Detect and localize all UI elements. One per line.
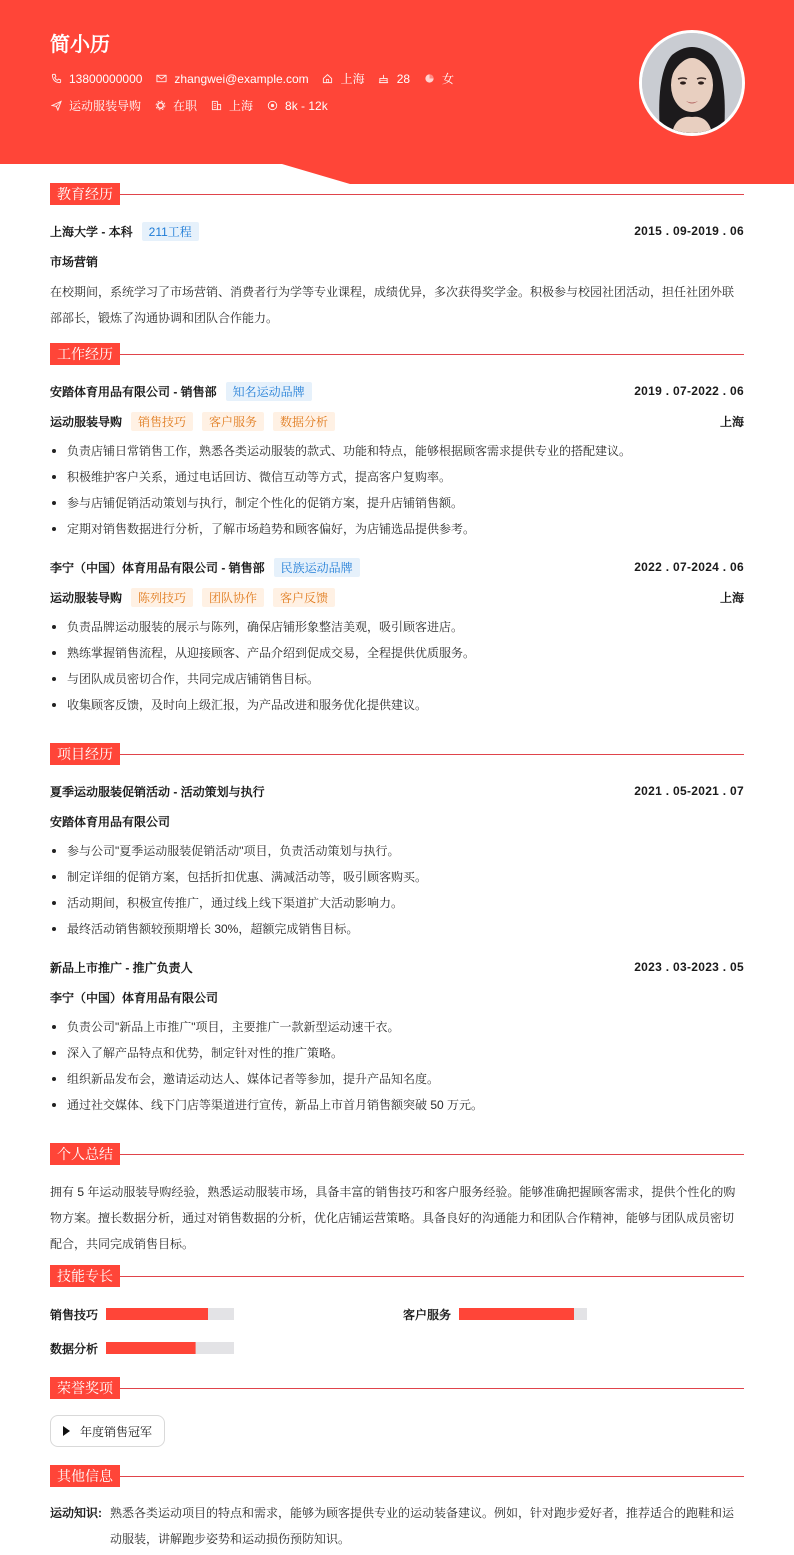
project-title: 新品上市推广 - 推广负责人 [50,960,193,975]
list-item: 积极维护客户关系，通过电话回访、微信互动等方式，提高客户复购率。 [50,464,744,490]
target-position-item: 运动服装导购 [50,97,141,114]
section-divider [120,1476,744,1477]
candidate-name: 简小历 [50,34,110,56]
phone-item: 13800000000 [50,72,142,86]
avatar [639,30,745,136]
skill-tag: 数据分析 [273,412,335,431]
award-item[interactable] [50,1415,165,1447]
section-education-header [50,183,744,205]
work-entry-header [50,558,744,576]
company-tag: 知名运动品牌 [226,382,312,401]
work-date: 2022 . 07-2024 . 06 [634,560,744,574]
list-item: 负责公司"新品上市推广"项目，主要推广一款新型运动速干衣。 [50,1014,744,1040]
cake-icon [378,73,390,85]
section-title: 项目经历 [50,743,120,765]
work-date: 2019 . 07-2022 . 06 [634,384,744,398]
other-info-key: 运动知识: [50,1506,102,1520]
gender-icon [423,73,435,85]
section-summary-header [50,1143,744,1165]
work-bullets [50,438,744,542]
list-item: 深入了解产品特点和优势，制定针对性的推广策略。 [50,1040,744,1066]
award-name: 年度销售冠军 [80,1424,153,1439]
skill-name: 数据分析 [50,1341,99,1356]
project-company-row [50,988,744,1006]
major: 市场营销 [50,254,99,269]
education-date: 2015 . 09-2019 . 06 [634,224,744,238]
skill-bar-fill [106,1308,208,1320]
section-other-header [50,1465,744,1487]
list-item: 组织新品发布会，邀请运动达人、媒体记者等参加，提升产品知名度。 [50,1066,744,1092]
position: 运动服装导购 [50,414,123,429]
education-entry-header [50,222,744,240]
job-status-item: 在职 [154,97,197,114]
skill-tag: 客户服务 [202,412,264,431]
section-divider [120,354,744,355]
email-item: zhangwei@example.com [155,72,308,86]
mail-icon [155,73,167,85]
section-skills-header [50,1265,744,1287]
section-divider [120,1154,744,1155]
skill-name: 销售技巧 [50,1307,99,1322]
section-projects-header [50,743,744,765]
section-awards-header [50,1377,744,1399]
section-title: 技能专长 [50,1265,120,1287]
skill-bar [106,1342,234,1354]
section-title: 荣誉奖项 [50,1377,120,1399]
contact-info-row [50,70,467,87]
list-item: 参与店铺促销活动策划与执行，制定个性化的促销方案，提升店铺销售额。 [50,490,744,516]
school-tag: 211工程 [142,222,199,241]
salary-icon [266,100,278,112]
resume-header [0,0,794,184]
project-company: 李宁（中国）体育用品有限公司 [50,990,219,1005]
project-bullets [50,1014,744,1118]
other-info-item [50,1500,744,1552]
list-item: 负责品牌运动服装的展示与陈列，确保店铺形象整洁美观，吸引顾客进店。 [50,614,744,640]
skill-item [50,1339,234,1357]
company-name: 安踏体育用品有限公司 - 销售部 [50,384,217,399]
project-entry-header [50,782,744,800]
section-divider [120,754,744,755]
work-entry-header [50,382,744,400]
expected-salary-item: 8k - 12k [266,99,328,113]
building-icon [210,100,222,112]
play-triangle-icon [63,1426,70,1436]
project-title: 夏季运动服装促销活动 - 活动策划与执行 [50,784,265,799]
education-description: 在校期间，系统学习了市场营销、消费者行为学等专业课程，成绩优异，多次获得奖学金。积极参与校园社团活动，担任社团外联部部长，锻炼了沟通协调和团队合作能力。 [50,285,735,325]
section-divider [120,1276,744,1277]
list-item: 最终活动销售额较预期增长 30%，超额完成销售目标。 [50,916,744,942]
list-item: 定期对销售数据进行分析，了解市场趋势和顾客偏好，为店铺选品提供参考。 [50,516,744,542]
work-city: 上海 [719,590,744,605]
skill-item [403,1305,587,1323]
location-item: 上海 [322,70,365,87]
section-divider [120,194,744,195]
work-city: 上海 [719,414,744,429]
gender-item: 女 [423,70,454,87]
list-item: 收集顾客反馈，及时向上级汇报，为产品改进和服务优化提供建议。 [50,692,744,718]
skill-bar-fill [106,1342,196,1354]
skill-tag: 客户反馈 [273,588,335,607]
send-icon [50,100,62,112]
work-position-row [50,588,744,606]
list-item: 负责店铺日常销售工作，熟悉各类运动服装的款式、功能和特点，能够根据顾客需求提供专业的搭配建议。 [50,438,744,464]
project-company: 安踏体育用品有限公司 [50,814,171,829]
skill-bar-fill [459,1308,574,1320]
section-title: 其他信息 [50,1465,120,1487]
other-info-value: 熟悉各类运动项目的特点和需求，能够为顾客提供专业的运动装备建议。例如，针对跑步爱好者，推荐适合的跑鞋和运动服装，讲解跑步姿势和运动损伤预防知识。 [110,1506,735,1546]
company-name: 李宁（中国）体育用品有限公司 - 销售部 [50,560,265,575]
project-date: 2021 . 05-2021 . 07 [634,784,744,798]
skill-bar [106,1308,234,1320]
target-city-item: 上海 [210,97,253,114]
list-item: 与团队成员密切合作，共同完成店铺销售目标。 [50,666,744,692]
section-work-header [50,343,744,365]
skill-name: 客户服务 [403,1307,452,1322]
company-tag: 民族运动品牌 [274,558,360,577]
skill-tag: 团队协作 [202,588,264,607]
home-icon [322,73,334,85]
skill-bar [459,1308,587,1320]
skill-item [50,1305,234,1323]
project-entry-header [50,958,744,976]
list-item: 制定详细的促销方案，包括折扣优惠、满减活动等，吸引顾客购买。 [50,864,744,890]
work-bullets [50,614,744,718]
skill-tag: 陈列技巧 [131,588,193,607]
skill-tag: 销售技巧 [131,412,193,431]
list-item: 活动期间，积极宣传推广，通过线上线下渠道扩大活动影响力。 [50,890,744,916]
list-item: 通过社交媒体、线下门店等渠道进行宣传，新品上市首月销售额突破 50 万元。 [50,1092,744,1118]
list-item: 熟练掌握销售流程，从迎接顾客、产品介绍到促成交易，全程提供优质服务。 [50,640,744,666]
phone-icon [50,73,62,85]
list-item: 参与公司"夏季运动服装促销活动"项目，负责活动策划与执行。 [50,838,744,864]
section-title: 工作经历 [50,343,120,365]
status-icon [154,100,166,112]
project-date: 2023 . 03-2023 . 05 [634,960,744,974]
position: 运动服装导购 [50,590,123,605]
project-bullets [50,838,744,942]
avatar-portrait-icon [642,33,742,133]
section-title: 教育经历 [50,183,120,205]
work-position-row [50,412,744,430]
school-name: 上海大学 - 本科 [50,224,133,239]
project-company-row [50,812,744,830]
education-major-row [50,252,744,270]
summary-text: 拥有 5 年运动服装导购经验，熟悉运动服装市场，具备丰富的销售技巧和客户服务经验。能够准确把握顾客需求，提供个性化的购物方案。擅长数据分析，通过对销售数据的分析，优化店铺运营策略。具备良好的沟通能力和团队合作精神，能够与团队成员密切配合，共同完成销售目标。 [50,1185,736,1251]
section-divider [120,1388,744,1389]
age-item: 28 [378,72,410,86]
job-intent-row [50,97,341,114]
section-title: 个人总结 [50,1143,120,1165]
